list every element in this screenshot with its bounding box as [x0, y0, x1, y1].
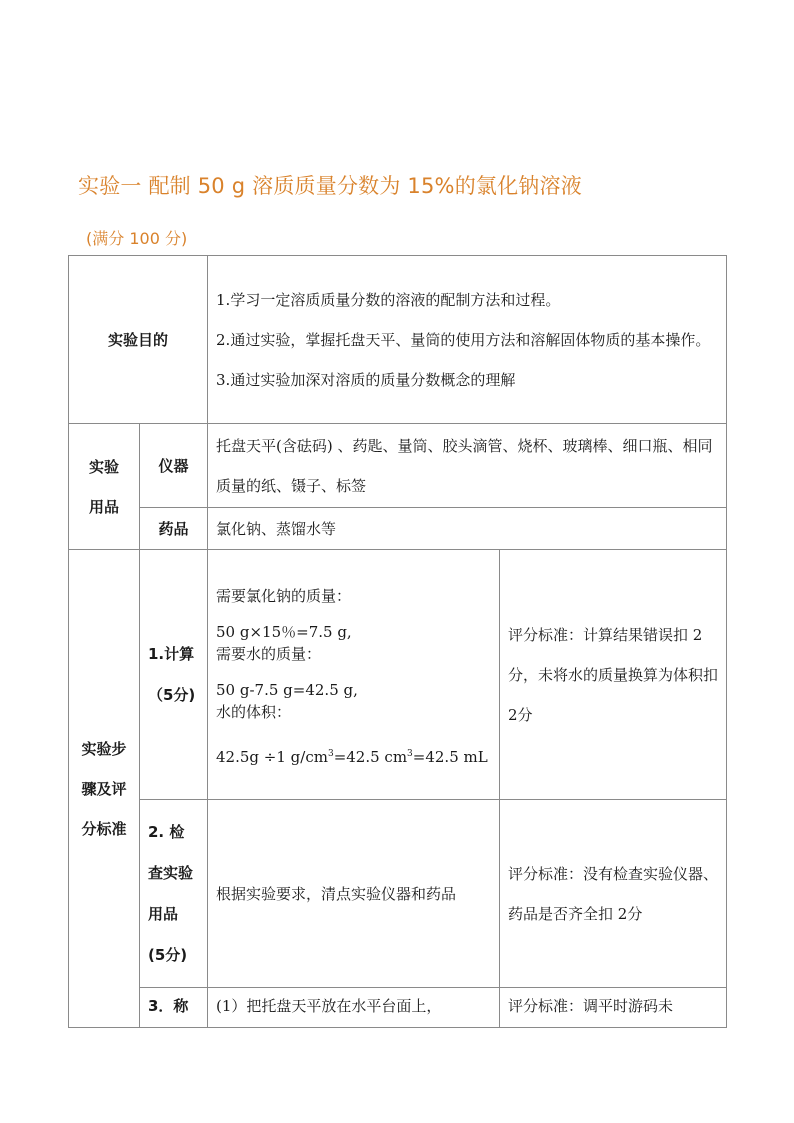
reagents-label: 药品: [140, 508, 208, 550]
step3-name: 3．称: [140, 988, 208, 1028]
instruments-label: 仪器: [140, 424, 208, 508]
step2-content: 根据实验要求，清点实验仪器和药品: [208, 800, 500, 988]
reagents-content: 氯化钠、蒸馏水等: [208, 508, 727, 550]
step1-formula: 42.5g ÷1 $g/cm^3=42.5$ $cm^3=42.5$ mL: [216, 748, 488, 766]
step1-criteria: 评分标准：计算结果错误扣 2分，未将水的质量换算为体积扣 2分: [500, 550, 727, 800]
step3-row: [69, 988, 727, 1028]
purpose-content: [208, 256, 727, 424]
step1-line-4: 50 g-7.5 g=42.5 g,: [216, 681, 358, 699]
step1-line-5: 水的体积：: [216, 703, 292, 721]
step1-row: [69, 550, 727, 800]
full-score-note: (满分 100 分): [86, 229, 188, 248]
purpose-item-3: 3.通过实验加深对溶质的质量分数概念的理解: [216, 370, 516, 389]
purpose-item-1: 1.学习一定溶质质量分数的溶液的配制方法和过程。: [216, 290, 561, 309]
step1-content: [208, 550, 500, 800]
instruments-row: [69, 424, 727, 508]
purpose-label: 实验目的: [69, 256, 208, 424]
experiment-table: [68, 255, 727, 1028]
step3-content: (1）把托盘天平放在水平台面上，: [208, 988, 500, 1028]
purpose-row: [69, 256, 727, 424]
experiment-title: 实验一 配制 50 g 溶质质量分数为 15%的氯化钠溶液: [78, 174, 582, 198]
materials-label: 实验用品: [69, 424, 140, 550]
step1-line-2: 50 g×15％=7.5 g,: [216, 623, 352, 641]
step2-criteria: 评分标准：没有检查实验仪器、药品是否齐全扣 2分: [500, 800, 727, 988]
step1-line-3: 需要水的质量：: [216, 645, 322, 663]
step3-criteria: 评分标准：调平时游码未: [500, 988, 727, 1028]
steps-label: 实验步骤及评分标准: [69, 550, 140, 1028]
step1-name: 1.计算（5分): [140, 550, 208, 800]
step1-line-1: 需要氯化钠的质量：: [216, 587, 352, 605]
step2-row: [69, 800, 727, 988]
purpose-item-2: 2.通过实验，掌握托盘天平、量筒的使用方法和溶解固体物质的基本操作。: [216, 330, 711, 349]
step2-name: 2. 检查实验用品 (5分): [140, 800, 208, 988]
instruments-content: 托盘天平(含砝码) 、药匙、量筒、胶头滴管、烧杯、玻璃棒、细口瓶、相同质量的纸、镊子、标签: [208, 424, 727, 508]
reagents-row: [69, 508, 727, 550]
